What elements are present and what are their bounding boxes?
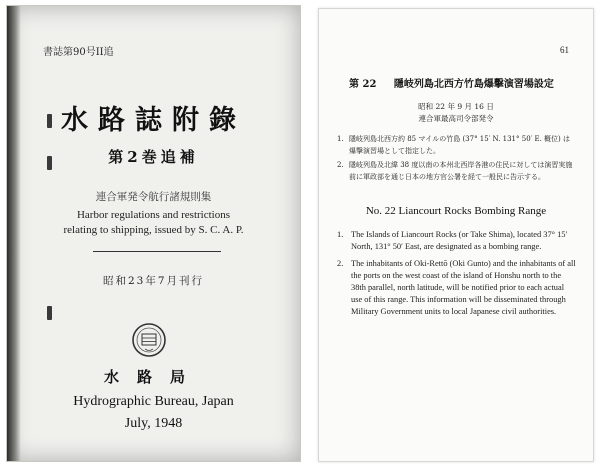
cover-publisher-jp: 水路局 [103, 368, 203, 386]
jp-item-number: 2. [337, 161, 344, 169]
cover-subtitle-en-line1: Harbor regulations and restrictions [76, 209, 231, 221]
cover-subtitle-jp: 連合軍発令航行諸規則集 [95, 191, 212, 203]
jp-item-text: 隱岐列島北西方約 85 マイルの竹島 (37° 15′ N. 131° 50′ E. 概位) は爆撃演習場として指定した。 [349, 135, 570, 155]
cover-divider [93, 251, 221, 252]
document-cover [6, 5, 301, 462]
en-item [337, 258, 577, 318]
order-issuer-jp: 連合軍最高司令部発令 [418, 114, 494, 123]
seal-emblem-icon [131, 322, 167, 358]
cover-title: 水路誌附錄 [61, 105, 246, 136]
staple-bottom [47, 306, 52, 320]
cover-subtitle-en-line2: relating to shipping, issued by S. C. A. P. [63, 224, 244, 236]
series-label: 書誌第90号II追 [43, 47, 114, 58]
jp-item [337, 133, 573, 157]
jp-item-number: 1. [337, 135, 344, 143]
en-item-text: The Islands of Liancourt Rocks (or Take Shima), located 37° 15′ North, 131° 50′ East, are designated as a bombing range. [351, 230, 568, 251]
en-item-number: 2. [337, 259, 344, 268]
jp-item [337, 159, 573, 183]
heading-jp-text: 隱岐列島北西方竹島爆擊演習場設定 [393, 79, 554, 90]
en-item-text: The inhabitants of Oki-Rettō (Oki Gunto) and the inhabitants of all the ports on the west coast of the island of Honshu north to the 38th parallel, north latitude, will be notified prior to each actual use of this range. This information will be disseminated through Military Government units to local Japanese civil authorities. [351, 259, 576, 316]
cover-volume: 第2巻追補 [108, 148, 199, 166]
heading-jp [349, 75, 554, 90]
cover-date-en: July, 1948 [124, 416, 183, 431]
cover-date-jp: 昭和23年7月刊行 [102, 275, 205, 287]
document-page [318, 8, 594, 462]
order-date-jp: 昭和 22 年 9 月 16 日 [418, 102, 494, 111]
heading-jp-number: 第 22 [349, 79, 377, 90]
en-item [337, 229, 577, 253]
en-item-number: 1. [337, 230, 344, 239]
cover-publisher-en: Hydrographic Bureau, Japan [73, 394, 234, 409]
jp-item-text: 隱岐列島及北緯 38 度以南の本州北西岸各港の住民に対しては演習実施前に軍政部を通じ日本の地方官公署を経て一般民に告示する。 [349, 161, 573, 181]
heading-en: No. 22 Liancourt Rocks Bombing Range [365, 205, 547, 217]
page-number: 61 [560, 45, 569, 55]
